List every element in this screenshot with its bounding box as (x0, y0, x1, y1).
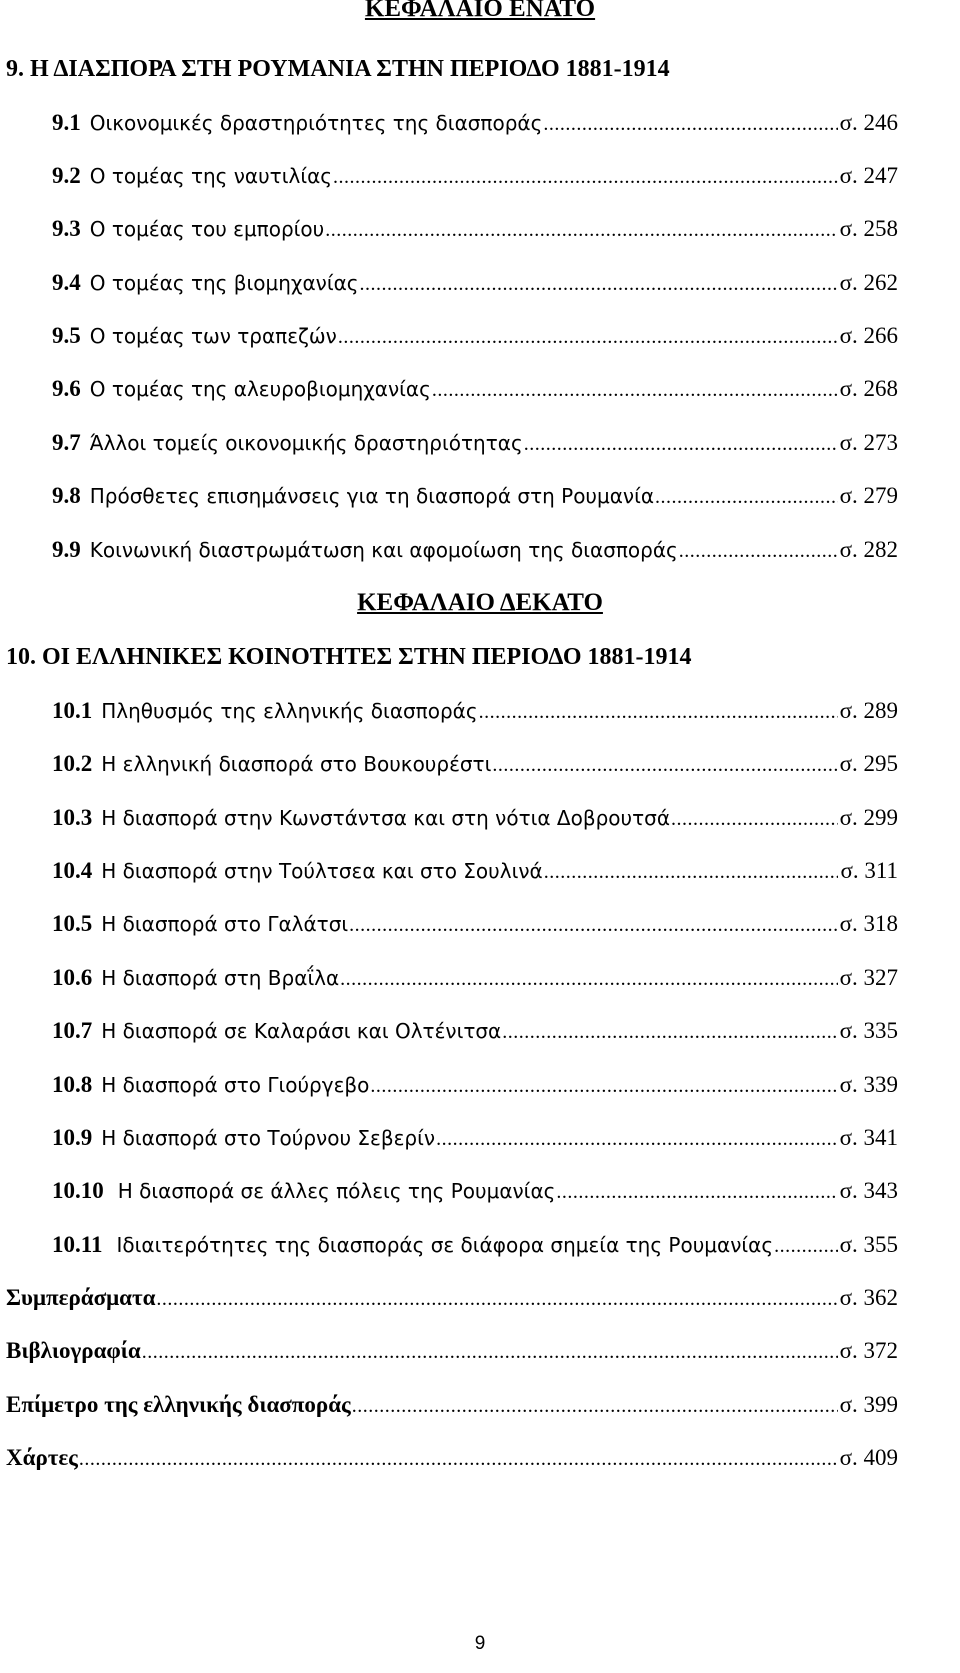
dot-leader (543, 857, 839, 887)
toc-entry[interactable] (52, 108, 898, 139)
entry-title: Η διασπορά στην Κωνστάντσα και στη νότια Δοβρουτσά (101, 806, 670, 830)
toc-entry[interactable] (52, 1230, 898, 1261)
entry-title: Επίμετρο της ελληνικής διασποράς (6, 1392, 351, 1417)
entry-page: σ. 258 (839, 216, 898, 241)
entry-number: 9.3 (52, 216, 81, 241)
entry-page: σ. 362 (839, 1285, 898, 1310)
entry-number: 10.1 (52, 698, 93, 723)
dot-leader (324, 215, 837, 245)
dot-leader (491, 750, 837, 780)
dot-leader (351, 1391, 838, 1421)
entry-page: σ. 273 (839, 430, 898, 455)
entry-title: Η διασπορά στο Τούρνου Σεβερίν (101, 1126, 436, 1150)
toc-entry[interactable] (52, 214, 898, 245)
entry-page: σ. 247 (839, 163, 898, 188)
entry-number: 9.9 (52, 537, 81, 562)
dot-leader (678, 536, 838, 566)
dot-leader (431, 375, 838, 405)
dot-leader (670, 804, 838, 834)
toc-entry[interactable] (52, 909, 898, 940)
entry-page: σ. 311 (840, 858, 898, 883)
dot-leader (332, 162, 838, 192)
entry-title: Ο τομέας της ναυτιλίας (89, 164, 333, 188)
entry-title: Ιδιαιτερότητες της διασποράς σε διάφορα σημεία της Ρουμανίας (116, 1233, 774, 1257)
toc-entry[interactable] (52, 161, 898, 192)
page-number: 9 (474, 1633, 486, 1654)
toc-entry-epilogue[interactable] (6, 1390, 898, 1421)
toc-entry[interactable] (52, 1070, 898, 1101)
entry-title: Ο τομέας των τραπεζών (89, 324, 337, 348)
dot-leader (141, 1337, 838, 1367)
entry-number: 10.11 (52, 1232, 103, 1257)
entry-page: σ. 327 (839, 965, 898, 990)
entry-number: 10.8 (52, 1072, 93, 1097)
toc-entry-conclusions[interactable] (6, 1283, 898, 1314)
entry-title: Ο τομέας της αλευροβιομηχανίας (89, 377, 431, 401)
dot-leader (654, 482, 838, 512)
entry-page: σ. 268 (839, 376, 898, 401)
toc-entry[interactable] (52, 1016, 898, 1047)
toc-entry[interactable] (52, 856, 898, 887)
toc-entry[interactable] (52, 481, 898, 512)
dot-leader (478, 697, 838, 727)
toc-entry[interactable] (52, 428, 898, 459)
entry-page: σ. 289 (839, 698, 898, 723)
entry-title: Οικονομικές δραστηριότητες της διασποράς (89, 111, 543, 135)
entry-number: 9.1 (52, 110, 81, 135)
entry-title: Συμπεράσματα (6, 1285, 156, 1310)
entry-title: Η διασπορά στο Γαλάτσι (101, 912, 349, 936)
toc-entry-maps[interactable] (6, 1443, 898, 1474)
entry-page: σ. 246 (839, 110, 898, 135)
entry-number: 10.5 (52, 911, 93, 936)
entry-number: 9.7 (52, 430, 81, 455)
entry-title: Η ελληνική διασπορά στο Βουκουρέστι (101, 752, 492, 776)
entry-page: σ. 318 (839, 911, 898, 936)
entry-number: 10.9 (52, 1125, 93, 1150)
dot-leader (339, 964, 837, 994)
dot-leader (542, 109, 837, 139)
toc-entry[interactable] (52, 535, 898, 566)
toc-entry-bibliography[interactable] (6, 1336, 898, 1367)
entry-number: 9.4 (52, 270, 81, 295)
entry-number: 9.8 (52, 483, 81, 508)
entry-title: Πληθυσμός της ελληνικής διασποράς (101, 699, 478, 723)
entry-number: 9.6 (52, 376, 81, 401)
entry-title: Η διασπορά σε Καλαράσι και Ολτένιτσα (101, 1019, 502, 1043)
entry-page: σ. 343 (839, 1178, 898, 1203)
dot-leader (78, 1444, 838, 1474)
toc-entry[interactable] (52, 963, 898, 994)
entry-title: Άλλοι τομείς οικονομικής δραστηριότητας (89, 431, 523, 455)
entry-page: σ. 279 (839, 483, 898, 508)
dot-leader (501, 1017, 837, 1047)
dot-leader (435, 1124, 838, 1154)
entry-title: Η διασπορά στο Γιούργεβο (101, 1073, 370, 1097)
entry-number: 10.2 (52, 751, 93, 776)
entry-number: 9.2 (52, 163, 81, 188)
entry-number: 10.6 (52, 965, 93, 990)
dot-leader (555, 1177, 837, 1207)
toc-entry[interactable] (52, 803, 898, 834)
entry-page: σ. 335 (839, 1018, 898, 1043)
entry-page: σ. 355 (839, 1232, 898, 1257)
entry-title: Η διασπορά στη Βραΐλα (101, 966, 340, 990)
dot-leader (523, 429, 838, 459)
entry-title: Βιβλιογραφία (6, 1338, 141, 1363)
entry-number: 10.4 (52, 858, 93, 883)
entry-page: σ. 295 (839, 751, 898, 776)
chapter-9-heading: 9. Η ΔΙΑΣΠΟΡΑ ΣΤΗ ΡΟΥΜΑΝΙΑ ΣΤΗΝ ΠΕΡΙΟΔΟ 1881-1914 (6, 56, 670, 82)
entry-title: Η διασπορά σε άλλες πόλεις της Ρουμανίας (117, 1179, 556, 1203)
chapter-10-title: ΚΕΦΑΛΑΙΟ ΔΕΚΑΤΟ (357, 589, 603, 616)
entry-title: Κοινωνική διαστρωμάτωση και αφομοίωση της διασποράς (89, 538, 678, 562)
toc-entry[interactable] (52, 268, 898, 299)
entry-page: σ. 339 (839, 1072, 898, 1097)
entry-title: Χάρτες (6, 1445, 78, 1470)
toc-entry[interactable] (52, 321, 898, 352)
dot-leader (155, 1284, 837, 1314)
dot-leader (337, 322, 838, 352)
toc-entry[interactable] (52, 696, 898, 727)
dot-leader (369, 1071, 837, 1101)
entry-number: 9.5 (52, 323, 81, 348)
entry-number: 10.10 (52, 1178, 104, 1203)
toc-entry[interactable] (52, 374, 898, 405)
entry-page: σ. 299 (839, 805, 898, 830)
entry-page: σ. 409 (839, 1445, 898, 1470)
toc-entry[interactable] (52, 749, 898, 780)
chapter-9-title: ΚΕΦΑΛΑΙΟ ΕΝΑΤΟ (364, 0, 596, 22)
toc-entry[interactable] (52, 1123, 898, 1154)
entry-page: σ. 372 (839, 1338, 898, 1363)
entry-title: Ο τομέας της βιομηχανίας (89, 271, 359, 295)
entry-title: Η διασπορά στην Τούλτσεα και στο Σουλινά (101, 859, 543, 883)
entry-page: σ. 282 (839, 537, 898, 562)
toc-entry[interactable] (52, 1176, 898, 1207)
dot-leader (359, 269, 838, 299)
dot-leader (348, 910, 837, 940)
dot-leader (773, 1231, 838, 1261)
entry-title: Πρόσθετες επισημάνσεις για τη διασπορά στη Ρουμανία (89, 484, 655, 508)
entry-page: σ. 399 (839, 1392, 898, 1417)
entry-number: 10.3 (52, 805, 93, 830)
entry-page: σ. 262 (839, 270, 898, 295)
entry-page: σ. 266 (839, 323, 898, 348)
entry-title: Ο τομέας του εμπορίου (89, 217, 325, 241)
chapter-10-heading: 10. ΟΙ ΕΛΛΗΝΙΚΕΣ ΚΟΙΝΟΤΗΤΕΣ ΣΤΗΝ ΠΕΡΙΟΔΟ 1881-1914 (6, 644, 692, 670)
entry-page: σ. 341 (839, 1125, 898, 1150)
entry-number: 10.7 (52, 1018, 93, 1043)
